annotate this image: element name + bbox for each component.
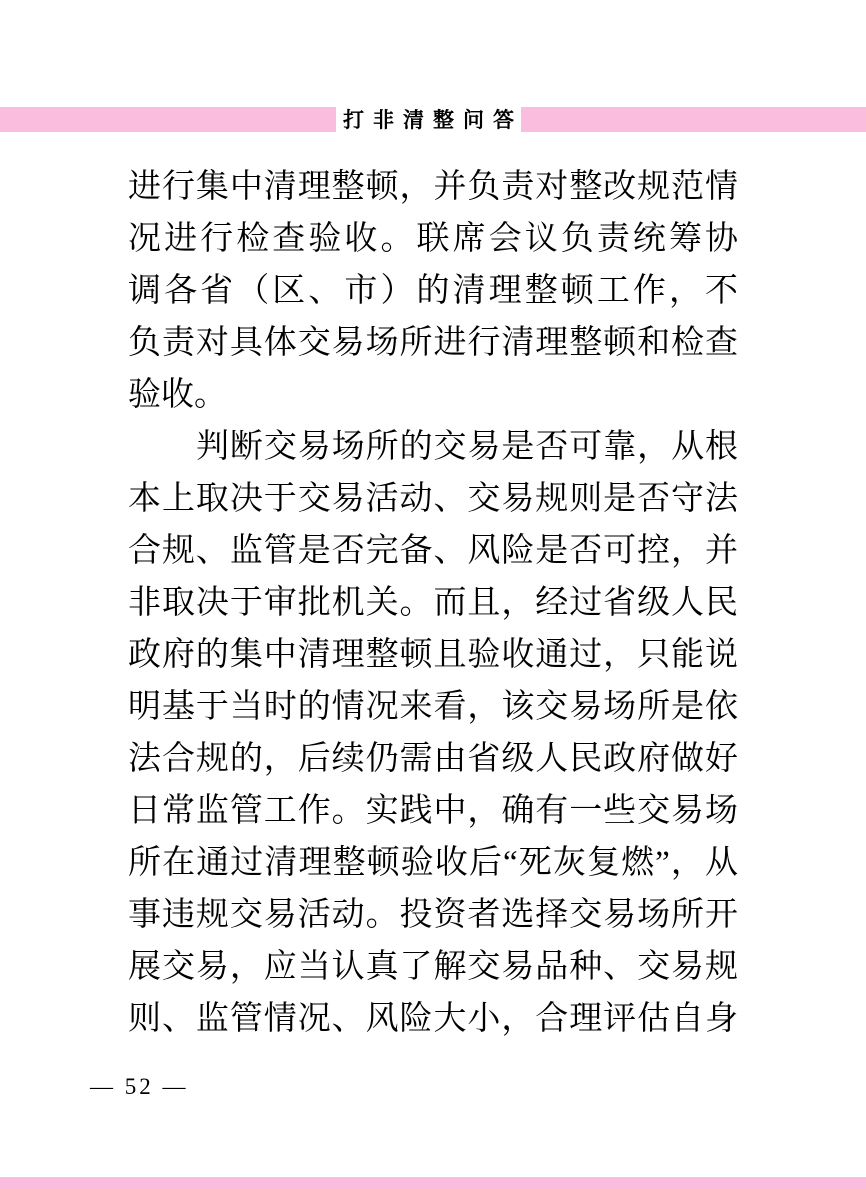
text-line: 进行集中清理整顿，并负责对整改规范情 <box>128 169 738 205</box>
text-line: 事违规交易活动。投资者选择交易场所开 <box>128 897 738 933</box>
text-line: 非取决于审批机关。而且，经过省级人民 <box>128 585 738 621</box>
text-line: 况进行检查验收。联席会议负责统筹协 <box>128 221 738 257</box>
text-line: 展交易，应当认真了解交易品种、交易规 <box>128 949 738 985</box>
page-number: — 52 — <box>90 1074 189 1099</box>
text-line: 调各省（区、市）的清理整顿工作，不 <box>128 273 738 309</box>
text-line: 日常监管工作。实践中，确有一些交易场 <box>128 793 738 829</box>
text-line: 法合规的，后续仍需由省级人民政府做好 <box>128 741 738 777</box>
body-text <box>128 161 738 1045</box>
page-header-title: 打非清整问答 <box>343 108 523 132</box>
text-line: 政府的集中清理整顿且验收通过，只能说 <box>128 637 738 673</box>
text-line: 明基于当时的情况来看，该交易场所是依 <box>128 689 738 725</box>
text-line: 所在通过清理整顿验收后“死灰复燃”，从 <box>128 845 738 881</box>
text-line: 则、监管情况、风险大小，合理评估自身 <box>128 1001 738 1037</box>
text-line: 负责对具体交易场所进行清理整顿和检查 <box>128 325 738 361</box>
running-head <box>336 99 521 139</box>
text-line: 判断交易场所的交易是否可靠，从根 <box>196 429 738 465</box>
text-line: 本上取决于交易活动、交易规则是否守法 <box>128 481 738 517</box>
text-line: 验收。 <box>128 377 227 413</box>
footer-rule-bar <box>0 1177 866 1189</box>
text-line: 合规、监管是否完备、风险是否可控，并 <box>128 533 738 569</box>
